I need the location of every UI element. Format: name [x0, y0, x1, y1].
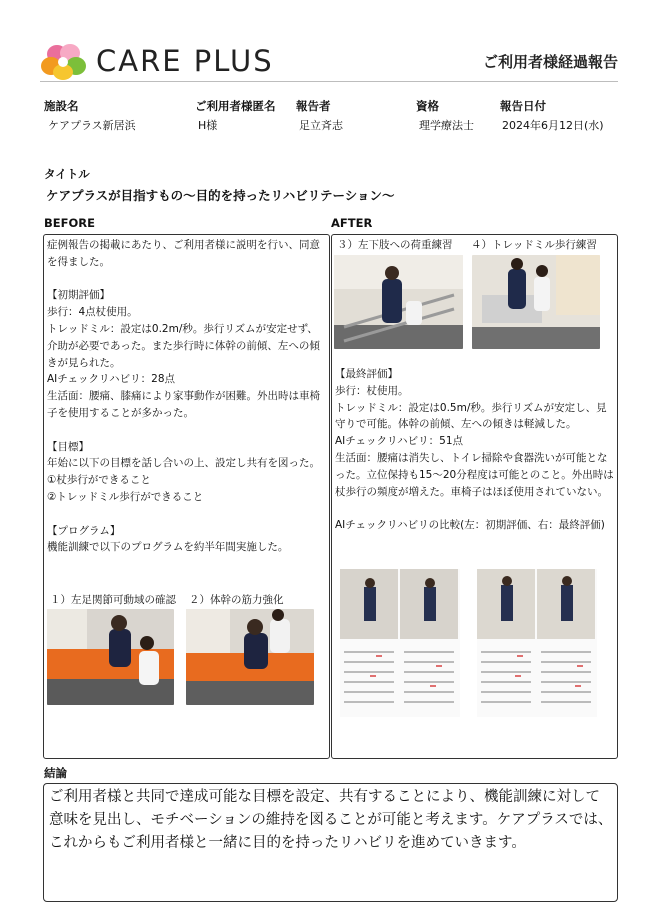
reporter-value: 足立斉志 [299, 119, 343, 132]
before-panel [43, 234, 330, 759]
photo4-caption: ４）トレッドミル歩行練習 [471, 239, 597, 251]
user-value: H様 [198, 119, 218, 132]
facility-value: ケアプラス新居浜 [48, 119, 136, 132]
header-divider [40, 81, 618, 82]
conclusion-text: ご利用者様と共同で達成可能な目標を設定、共有することにより、機能訓練に対して意味を見出し、モチベーションの維持を図ることが可能と考えます。ケアプラスでは、これからもご利用者様と一緒に目的を持ったリハビリを進めていきます。 [49, 789, 613, 851]
before-text: 症例報告の掲載にあたり、ご利用者様に説明を行い、同意を得ました。 【初期評価】 歩行：4点杖使用。 トレッドミル：設定は0.2m/秒。歩行リズムが安定せず、介助が必要であった。また歩行時に体幹の前傾、左への傾きが見られた。 AIチェックリハビリ：28点 生活面：腰痛、膝痛により家事動作が困難。外出時は車椅子を使用することが多かった。 【目標】 年始に以下の目標を話し合いの上、設定し共有を図った。 ①杖歩行ができること ②トレッドミル歩行ができること 【プログラム】 機能訓練で以下のプログラムを約半年間実施した。 [47, 239, 320, 554]
after-label: AFTER [331, 216, 373, 230]
conclusion-box [43, 783, 618, 902]
rehab-photo-treadmill [472, 255, 600, 349]
photo1-caption: １）左足関節可動域の確認 [50, 594, 176, 606]
after-panel [331, 234, 618, 759]
before-label: BEFORE [44, 216, 95, 230]
photo3-caption: ３）左下肢への荷重練習 [337, 239, 453, 251]
ai-check-initial-image [340, 569, 460, 717]
rehab-photo-weight-bearing [334, 255, 463, 349]
facility-label: 施設名 [44, 99, 79, 113]
user-label: ご利用者様匿名 [195, 99, 276, 113]
page-title: ケアプラスが目指すもの〜目的を持ったリハビリテーション〜 [46, 188, 395, 203]
ai-check-final-image [477, 569, 597, 717]
rehab-photo-core [186, 609, 314, 705]
conclusion-label: 結論 [44, 766, 67, 780]
qualification-value: 理学療法士 [419, 119, 474, 132]
qualification-label: 資格 [416, 99, 439, 113]
rehab-photo-ankle [47, 609, 174, 705]
date-label: 報告日付 [500, 99, 546, 113]
after-text: 【最終評価】 歩行：杖使用。 トレッドミル：設定は0.5m/秒。歩行リズムが安定し、見守りで可能。体幹の前傾、左への傾きは軽減した。 AIチェックリハビリ：51点 生活面：腰痛は消失し、トイレ掃除や食器洗いが可能となった。立位保持も15〜20分程度は可能とのこと。外出時は杖歩行の頻度が増えた。車椅子はほぼ使用されていない。 AIチェックリハビリの比較(左：初期評価、右：最終評価) [335, 368, 614, 532]
title-label: タイトル [44, 167, 90, 181]
date-value: 2024年6月12日(水) [502, 119, 604, 132]
reporter-label: 報告者 [296, 99, 331, 113]
flower-logo-icon [40, 42, 96, 84]
document-title: ご利用者様経過報告 [482, 53, 618, 71]
photo2-caption: ２）体幹の筋力強化 [189, 594, 284, 606]
logo-text: CARE PLUS [96, 44, 274, 78]
